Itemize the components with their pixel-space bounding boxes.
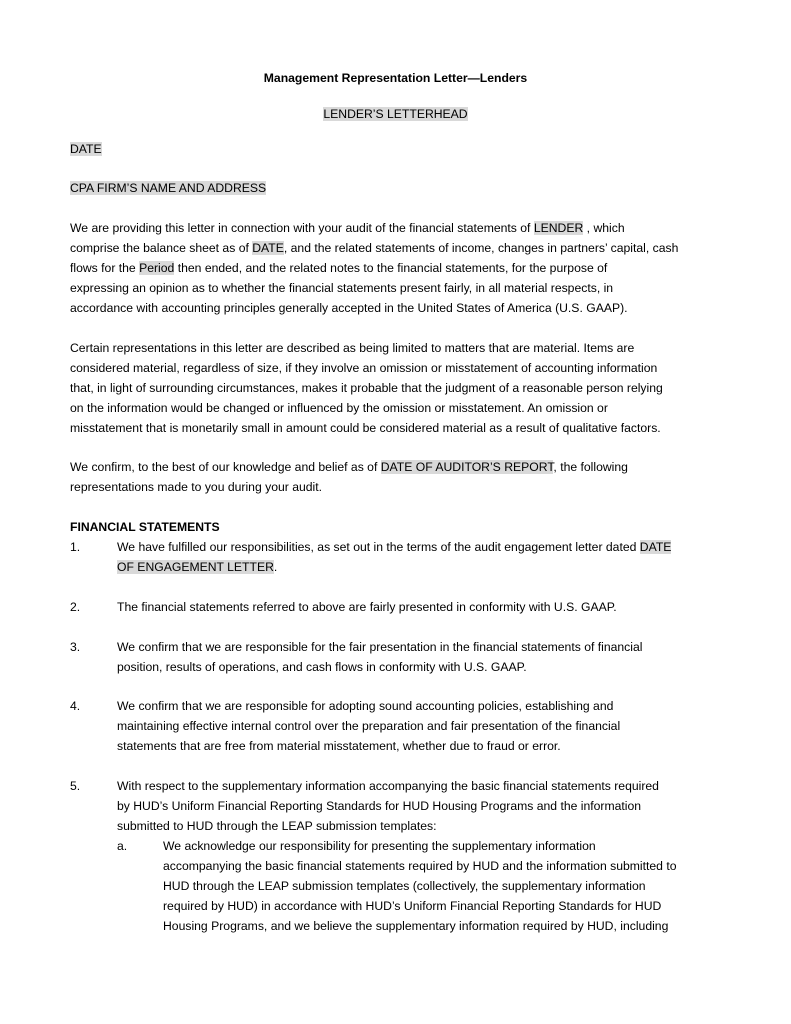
text-run: , which bbox=[583, 221, 625, 235]
cpa-firm-placeholder: CPA FIRM’S NAME AND ADDRESS bbox=[70, 181, 267, 195]
item-3 bbox=[117, 637, 737, 677]
confirmation-line-2: representations made to you during your audit. bbox=[70, 480, 323, 494]
item-number: 1. bbox=[70, 540, 81, 554]
letterhead-placeholder: LENDER’S LETTERHEAD bbox=[323, 107, 468, 121]
item-1 bbox=[117, 537, 737, 577]
subitem-a-line: Housing Programs, and we believe the supplementary information required by HUD, including bbox=[163, 919, 669, 933]
engagement-letter-placeholder: OF ENGAGEMENT LETTER bbox=[117, 560, 274, 574]
intro-line-5: accordance with accounting principles generally accepted in the United States of America (U.S. GAAP). bbox=[70, 301, 628, 315]
materiality-line: that, in light of surrounding circumstances, makes it probable that the judgment of a reasonable person relying bbox=[70, 381, 663, 395]
confirmation-line-1 bbox=[70, 457, 730, 477]
date-line bbox=[70, 139, 102, 159]
confirmation-paragraph bbox=[70, 457, 730, 497]
materiality-line: on the information would be changed or influenced by the omission or misstatement. An omission or bbox=[70, 401, 608, 415]
intro-line-4: expressing an opinion as to whether the financial statements present fairly, in all material respects, in bbox=[70, 281, 614, 295]
intro-line-3 bbox=[70, 258, 730, 278]
date-placeholder: DATE bbox=[70, 142, 102, 156]
item-4-line-2: maintaining effective internal control over the preparation and fair presentation of the financial bbox=[117, 719, 621, 733]
item-1-line-1 bbox=[117, 537, 737, 557]
balance-date-placeholder: DATE bbox=[252, 241, 284, 255]
materiality-paragraph bbox=[70, 338, 730, 438]
subitem-letter: a. bbox=[117, 839, 128, 853]
engagement-date-placeholder: DATE bbox=[639, 540, 672, 554]
subitem-a bbox=[163, 836, 743, 936]
intro-paragraph bbox=[70, 218, 730, 318]
text-run: comprise the balance sheet as of bbox=[70, 241, 253, 255]
materiality-line: misstatement that is monetarily small in amount could be considered material as a result of qualitative factors. bbox=[70, 421, 661, 435]
intro-line-2 bbox=[70, 238, 730, 258]
lender-placeholder: LENDER bbox=[533, 221, 584, 235]
period-placeholder: Period bbox=[139, 261, 175, 275]
item-2 bbox=[117, 597, 737, 617]
letterhead-line bbox=[0, 104, 791, 124]
item-2-line-1: The financial statements referred to above are fairly presented in conformity with U.S. GAAP. bbox=[117, 600, 617, 614]
item-4 bbox=[117, 696, 737, 756]
item-5-line-3: submitted to HUD through the LEAP submission templates: bbox=[117, 819, 437, 833]
item-1-line-2 bbox=[117, 557, 737, 577]
report-date-placeholder: DATE OF AUDITOR’S REPORT bbox=[380, 460, 554, 474]
item-number: 5. bbox=[70, 779, 81, 793]
text-run: , the following bbox=[553, 460, 628, 474]
subitem-a-line: accompanying the basic financial statements required by HUD and the information submitted to bbox=[163, 859, 677, 873]
text-run: flows for the bbox=[70, 261, 140, 275]
cpa-firm-line bbox=[70, 178, 266, 198]
text-run: We have fulfilled our responsibilities, as set out in the terms of the audit engagement letter dated bbox=[117, 540, 640, 554]
subitem-a-line: required by HUD) in accordance with HUD’s Uniform Financial Reporting Standards for HUD bbox=[163, 899, 662, 913]
item-number: 2. bbox=[70, 600, 81, 614]
materiality-line: Certain representations in this letter are described as being limited to matters that are material. Items are bbox=[70, 341, 635, 355]
item-3-line-2: position, results of operations, and cash flows in conformity with U.S. GAAP. bbox=[117, 660, 527, 674]
item-4-line-3: statements that are free from material misstatement, whether due to fraud or error. bbox=[117, 739, 561, 753]
item-3-line-1: We confirm that we are responsible for the fair presentation in the financial statements of financial bbox=[117, 640, 643, 654]
section-heading: FINANCIAL STATEMENTS bbox=[70, 520, 220, 534]
item-4-line-1: We confirm that we are responsible for adopting sound accounting policies, establishing and bbox=[117, 699, 614, 713]
materiality-line: considered material, regardless of size, if they involve an omission or misstatement of accounting information bbox=[70, 361, 658, 375]
item-5-line-1: With respect to the supplementary information accompanying the basic financial statements required bbox=[117, 779, 659, 793]
text-run: . bbox=[273, 560, 278, 574]
text-run: We are providing this letter in connection with your audit of the financial statements of bbox=[70, 221, 534, 235]
document-title: Management Representation Letter—Lenders bbox=[263, 71, 528, 85]
item-number: 3. bbox=[70, 640, 81, 654]
subitem-a-line: HUD through the LEAP submission templates (collectively, the supplementary information bbox=[163, 879, 646, 893]
item-5 bbox=[117, 776, 737, 836]
text-run: , and the related statements of income, changes in partners’ capital, cash bbox=[283, 241, 679, 255]
intro-line-1 bbox=[70, 218, 730, 238]
item-number: 4. bbox=[70, 699, 81, 713]
text-run: We confirm, to the best of our knowledge and belief as of bbox=[70, 460, 381, 474]
item-5-line-2: by HUD’s Uniform Financial Reporting Standards for HUD Housing Programs and the information bbox=[117, 799, 642, 813]
text-run: then ended, and the related notes to the financial statements, for the purpose of bbox=[174, 261, 608, 275]
subitem-a-line: We acknowledge our responsibility for presenting the supplementary information bbox=[163, 839, 596, 853]
